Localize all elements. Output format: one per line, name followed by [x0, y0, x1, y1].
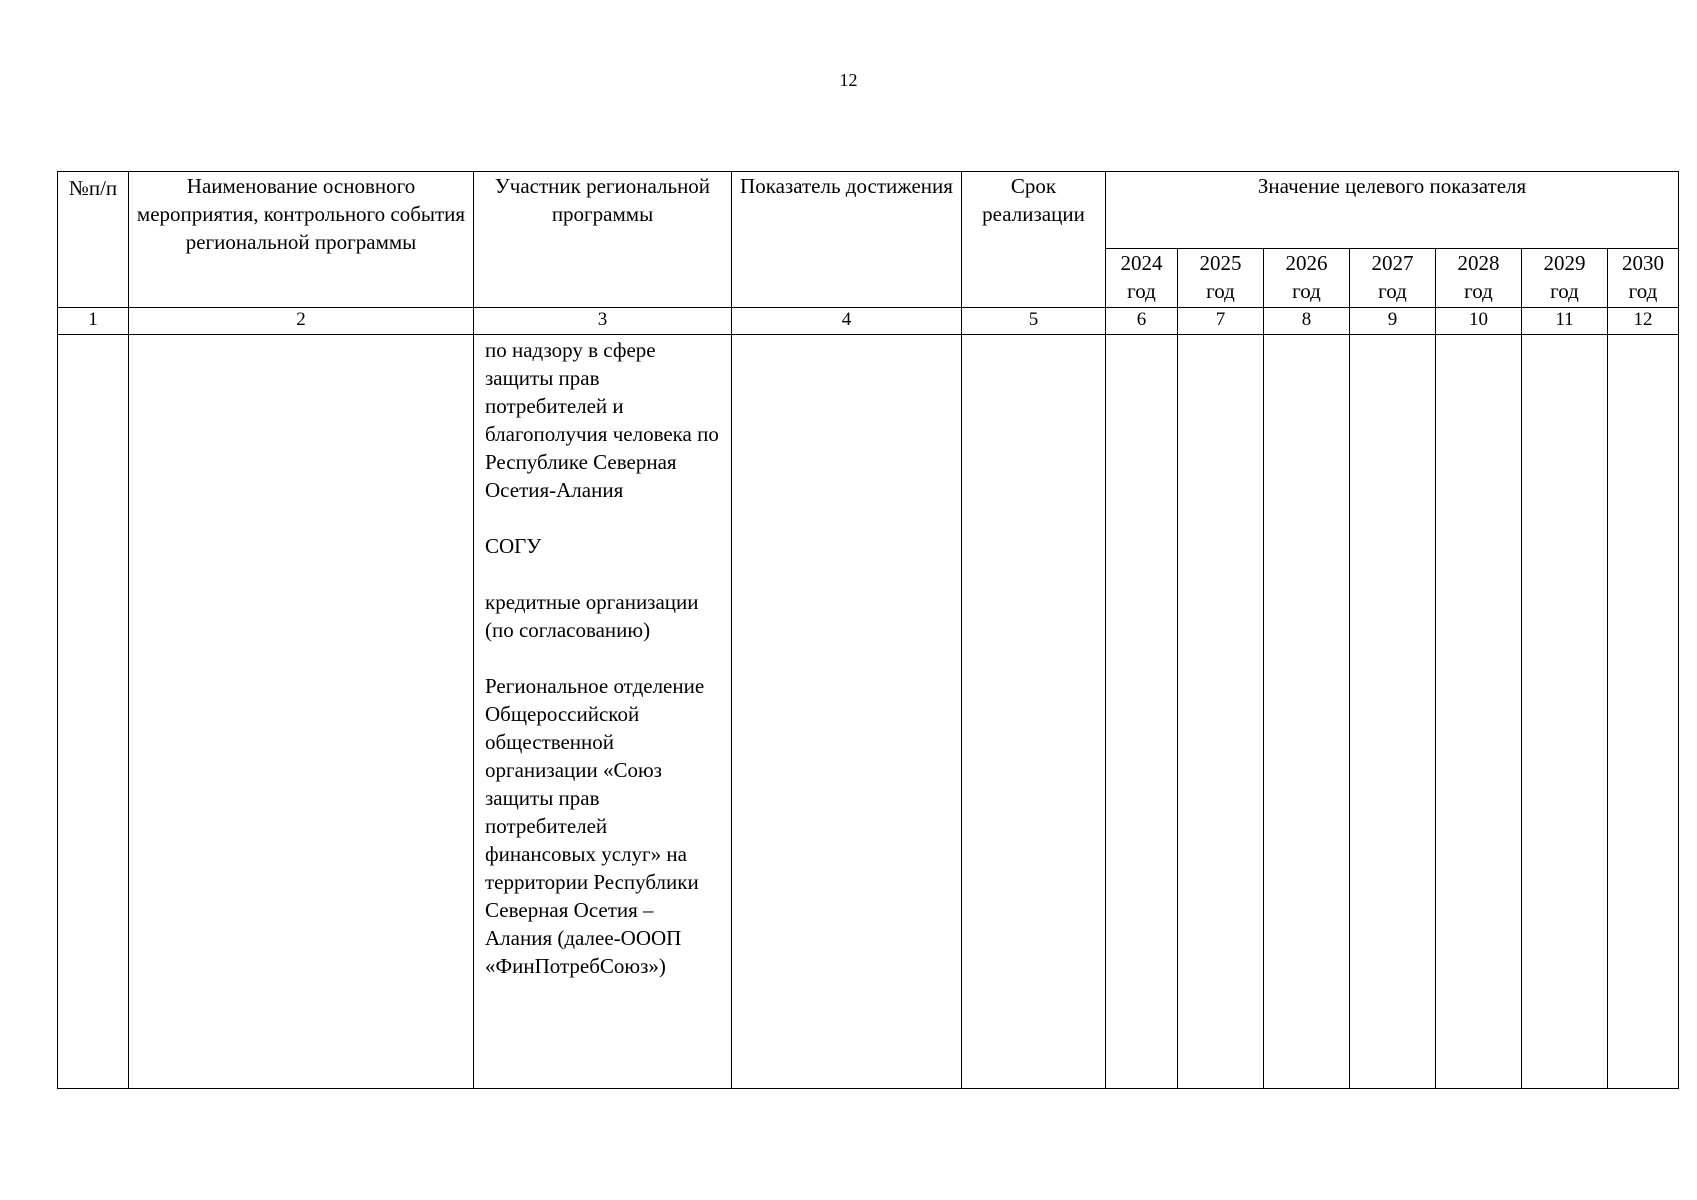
year-unit: год	[1378, 279, 1407, 303]
cell-value-2025	[1178, 335, 1264, 1089]
table-row	[58, 335, 1679, 1089]
year-label: 2030	[1622, 251, 1665, 275]
header-year-2026	[1264, 249, 1350, 308]
column-number: 2	[129, 308, 474, 335]
column-number: 5	[962, 308, 1106, 335]
header-row	[58, 172, 1679, 249]
year-label: 2028	[1457, 251, 1500, 275]
column-number: 6	[1106, 308, 1178, 335]
page-number: 12	[839, 70, 858, 90]
year-label: 2027	[1371, 251, 1414, 275]
column-number: 1	[58, 308, 129, 335]
cell-deadline	[962, 335, 1106, 1089]
column-number: 7	[1178, 308, 1264, 335]
header-indicator: Показатель достижения	[732, 172, 962, 308]
column-number: 12	[1608, 308, 1679, 335]
year-label: 2029	[1543, 251, 1586, 275]
header-year-2028	[1436, 249, 1522, 308]
header-target-value: Значение целевого показателя	[1106, 172, 1679, 249]
cell-value-2028	[1436, 335, 1522, 1089]
participant-entry: кредитные организации (по согласованию)	[485, 590, 699, 642]
year-unit: год	[1550, 279, 1579, 303]
column-number: 10	[1436, 308, 1522, 335]
year-unit: год	[1206, 279, 1235, 303]
column-number-row	[58, 308, 1679, 335]
year-label: 2025	[1199, 251, 1242, 275]
header-event-name: Наименование основного мероприятия, контрольного события региональной программы	[129, 172, 474, 308]
column-number: 4	[732, 308, 962, 335]
program-table	[57, 171, 1679, 1089]
cell-participants	[474, 335, 732, 1089]
column-number: 9	[1350, 308, 1436, 335]
cell-value-2029	[1522, 335, 1608, 1089]
year-label: 2026	[1285, 251, 1328, 275]
year-unit: год	[1292, 279, 1321, 303]
year-label: 2024	[1120, 251, 1163, 275]
header-year-2030	[1608, 249, 1679, 308]
participant-entry: Региональное отделение Общероссийской общественной организации «Союз защиты прав потребителей финансовых услуг» на территории Республики Северная Осетия – Алания (далее-ОООП «ФинПотребСоюз»)	[485, 674, 705, 978]
header-year-2025	[1178, 249, 1264, 308]
column-number: 8	[1264, 308, 1350, 335]
cell-indicator	[732, 335, 962, 1089]
cell-number	[58, 335, 129, 1089]
year-unit: год	[1464, 279, 1493, 303]
column-number: 3	[474, 308, 732, 335]
header-year-2029	[1522, 249, 1608, 308]
year-unit: год	[1628, 279, 1658, 303]
cell-value-2024	[1106, 335, 1178, 1089]
cell-value-2026	[1264, 335, 1350, 1089]
cell-event-name	[129, 335, 474, 1089]
header-year-2027	[1350, 249, 1436, 308]
participant-entry: по надзору в сфере защиты прав потребителей и благополучия человека по Республике Северная Осетия-Алания	[485, 338, 719, 502]
header-year-2024	[1106, 249, 1178, 308]
year-unit: год	[1127, 279, 1156, 303]
cell-value-2030	[1608, 335, 1679, 1089]
header-number: №п/п	[58, 172, 129, 308]
column-number: 11	[1522, 308, 1608, 335]
participant-entry: СОГУ	[485, 534, 542, 558]
header-deadline: Срок реализации	[962, 172, 1106, 308]
cell-value-2027	[1350, 335, 1436, 1089]
header-participant: Участник региональной программы	[474, 172, 732, 308]
